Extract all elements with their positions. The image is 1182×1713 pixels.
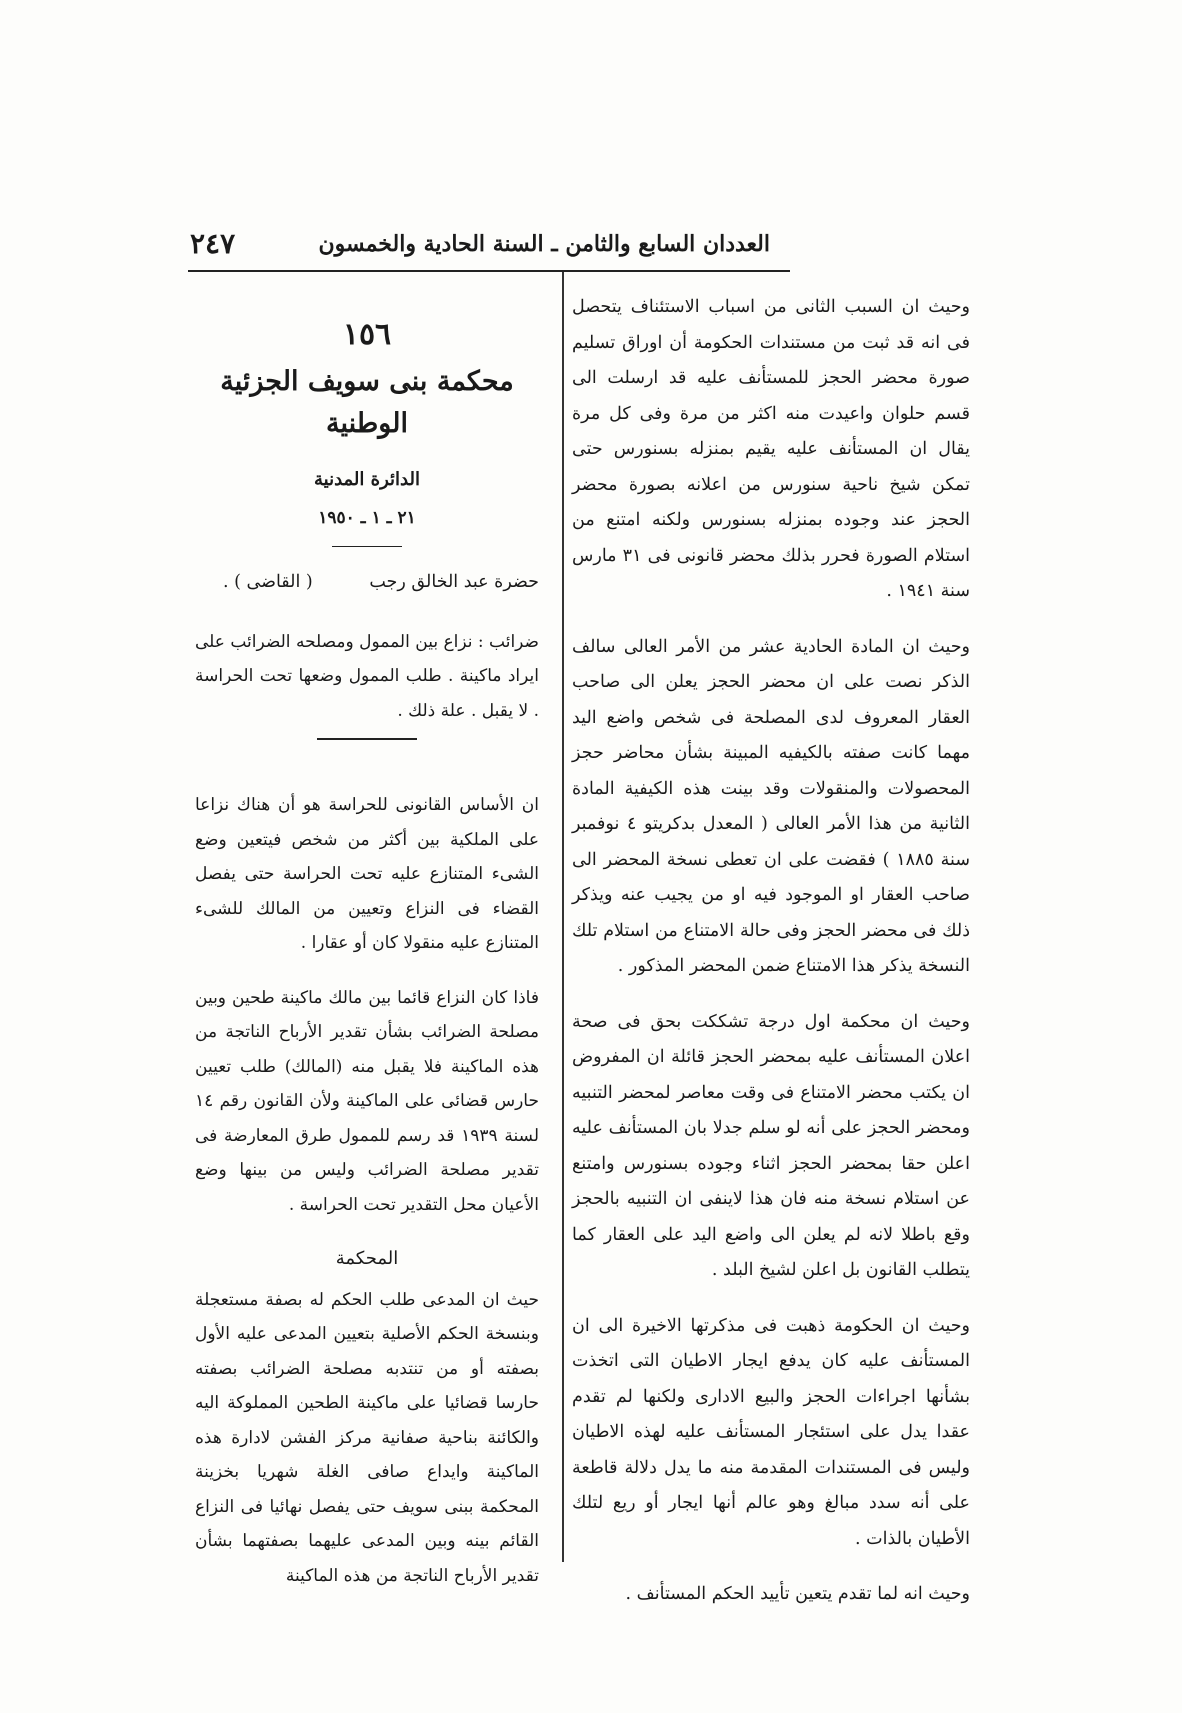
judgment-paragraph: حيث ان المدعى طلب الحكم له بصفة مستعجلة وبنسخة الحكم الأصلية بتعيين المدعى عليه الأول بصفته أو من تنتدبه مصلحة الضرائب بصفته حارسا قضائيا على ماكينة الطحين المملوكة اليه والكائنة بناحية صفانية مركز الفشن لادارة هذه الماكينة وايداع صافى الغلة شهريا بخزينة المحكمة ببنى سويف حتى يفصل نهائيا فى النزاع القائم بينه وبين المدعى عليهما بصفتهما بشأن تقدير الأرباح الناتجة من هذه الماكينة xyxy=(195,1289,539,1586)
case-summary: ضرائب : نزاع بين الممول ومصلحه الضرائب على ايراد ماكينة . طلب الممول وضعها تحت الحراسة . لا يقبل . علة ذلك . xyxy=(195,631,539,721)
paragraph: وحيث ان محكمة اول درجة تشككت بحق فى صحة اعلان المستأنف عليه بمحضر الحجز قائلة ان المفروض ان يكتب محضر الامتناع فى وقت معاصر لمحضر التنبيه ومحضر الحجز على أنه لو سلم جدلا بان المستأنف عليه اعلن حقا بمحضر الحجز اثناء وجوده بسنورس وامتنع عن استلام نسخة منه فان هذا لاينفى ان التنبيه بالحجز وقع باطلا لانه لم يعلن الى واضع اليد على العقار كما يتطلب القانون بل اعلن لشيخ البلد . xyxy=(572,1011,970,1280)
judgment-date: ٢١ ـ ١ ـ ١٩٥٠ xyxy=(318,508,416,528)
principle-paragraph: ان الأساس القانونى للحراسة هو أن هناك نزاعا على الملكية بين أكثر من شخص فيتعين وضع الشىء المتنازع عليه تحت الحراسة حتى يفصل القضاء فى النزاع وتعيين من المالك للشىء المتنازع عليه منقولا كان أو عقارا . xyxy=(195,795,539,953)
running-header xyxy=(190,222,790,266)
paragraph: وحيث انه لما تقدم يتعين تأييد الحكم المستأنف . xyxy=(625,1584,970,1604)
divider xyxy=(317,738,417,740)
judge-line xyxy=(195,565,539,601)
divider xyxy=(332,546,402,547)
section-title: المحكمة xyxy=(335,1248,399,1269)
court-name: محكمة بنى سويف الجزئية الوطنية xyxy=(220,365,514,439)
principle-paragraph: فاذا كان النزاع قائما بين مالك ماكينة طحين وبين مصلحة الضرائب بشأن تقدير الأرباح الناتجة من هذه الماكينة فلا يقبل منه (المالك) طلب تعيين حارس قضائى على الماكينة ولأن القانون رقم ١٤ لسنة ١٩٣٩ قد رسم للممول طرق المعارضة فى تقدير مصلحة الضرائب وليس من بينها وضع الأعيان محل التقدير تحت الحراسة . xyxy=(195,987,540,1215)
judge-role: ( القاضى ) . xyxy=(223,571,313,592)
header-rule xyxy=(188,270,790,272)
header-title: العددان السابع والثامن ـ السنة الحادية والخمسون xyxy=(318,231,770,257)
paragraph: وحيث ان الحكومة ذهبت فى مذكرتها الاخيرة الى ان المستأنف عليه كان يدفع ايجار الاطيان التى اتخذت بشأنها اجراءات الحجز والبيع الادارى ولكنها لم تقدم عقدا يدل على استئجار المستأنف عليه لهذه الاطيان وليس فى المستندات المقدمة منه ما يدل دلالة قاطعة على أنه سدد مبالغ وهو عالم أنها ايجار أو ريع لتلك الأطيان بالذات . xyxy=(572,1315,970,1549)
circuit-name: الدائرة المدنية xyxy=(313,468,420,490)
case-number: ١٥٦ xyxy=(342,317,392,352)
paragraph: وحيث ان المادة الحادية عشر من الأمر العالى سالف الذكر نصت على ان محضر الحجز يعلن الى صاحب العقار المعروف لدى المصلحة فى شخص واضع اليد مهما كانت صفته بالكيفيه المبينة بشأن محاضر حجز المحصولات والمنقولات وقد بينت هذه الكيفية المادة الثانية من هذا الأمر العالى ( المعدل بدكريتو ٤ نوفمبر سنة ١٨٨٥ ) فقضت على ان تعطى نسخة المحضر الى صاحب العقار او الموجود فيه او من يجيب عنه ويذكر ذلك فى محضر الحجز وفى حالة الامتناع من استلام تلك النسخة يذكر هذا الامتناع ضمن المحضر المذكور . xyxy=(572,636,971,976)
left-column xyxy=(195,290,540,1586)
right-column xyxy=(572,290,971,1604)
judge-name: حضرة عبد الخالق رجب xyxy=(369,571,539,592)
page-number: ٢٤٧ xyxy=(190,227,236,260)
paragraph: وحيث ان السبب الثانى من اسباب الاستئناف يتحصل فى انه قد ثبت من مستندات الحكومة أن اوراق تسليم صورة محضر الحجز للمستأنف عليه قد ارسلت الى قسم حلوان واعيدت منه اكثر من مرة وفى كل مرة يقال ان المستأنف عليه يقيم بمنزله بسنورس حتى تمكن شيخ ناحية سنورس من اعلانه بصورة محضر الحجز عند وجوده بمنزله بسنورس ولكنه امتنع من استلام الصورة فحرر بذلك محضر قانونى فى ٣١ مارس سنة ١٩٤١ . xyxy=(572,297,970,601)
column-divider xyxy=(562,272,564,1562)
